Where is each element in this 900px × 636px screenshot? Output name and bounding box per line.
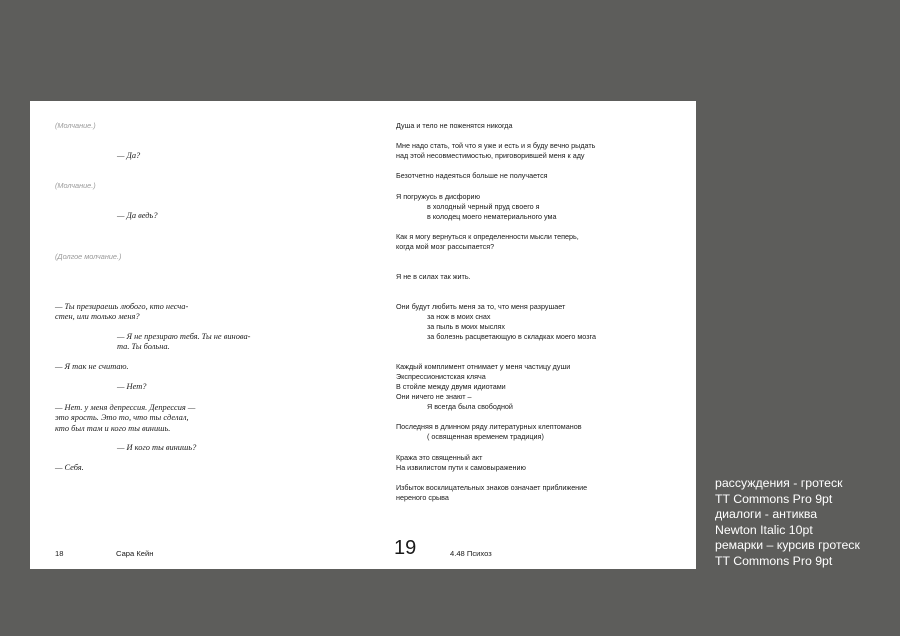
legend-line: Newton Italic 10pt: [715, 522, 813, 537]
dialog-line: — Я не презираю тебя. Ты не винова-: [117, 332, 251, 341]
prose-paragraph: [396, 232, 579, 252]
book-spread: [30, 101, 696, 569]
dialog-line: — Нет. у меня депрессия. Депрессия —: [55, 403, 196, 412]
dialog-line: кто был там и кого ты винишь.: [55, 423, 171, 433]
dialog-line: стен, или только меня?: [55, 312, 140, 322]
prose-line: Они ничего не знают –: [396, 392, 472, 402]
legend-line: диалоги - антиква: [715, 507, 818, 522]
prose-paragraph: [396, 302, 596, 342]
dialog-line: та. Ты больна.: [117, 342, 170, 352]
prose-line: Безотчетно надеяться больше не получается: [396, 171, 548, 180]
prose-line: Они будут любить меня за то, что меня разрушает: [396, 302, 566, 311]
stage-remark: (Молчание.): [55, 181, 96, 190]
dialog-block: [55, 403, 195, 434]
dialog-line: — Себя.: [55, 463, 84, 472]
prose-line: ( освященная временем традиция): [427, 432, 544, 442]
prose-line: Каждый комплимент отнимает у меня частицу души: [396, 362, 571, 371]
dialog-line: это ярость. Это то, что ты сделал,: [55, 413, 189, 423]
page-number-left: 18: [55, 549, 64, 558]
prose-line: Я всегда была свободной: [427, 402, 513, 412]
typography-legend: [715, 476, 860, 570]
prose-line: Я погружусь в дисфорию: [396, 192, 480, 201]
dialog-block: [55, 302, 188, 323]
page-number-right: 19: [394, 537, 417, 559]
prose-paragraph: [396, 453, 526, 473]
prose-line: за нож в моих снах: [427, 312, 491, 322]
dialog-block: [117, 332, 250, 353]
dialog-line: — Да ведь?: [117, 211, 158, 220]
prose-line: когда мой мозг рассыпается?: [396, 242, 495, 252]
prose-paragraph: [396, 141, 595, 161]
legend-line: ремарки – курсив гротеск: [715, 538, 860, 553]
dialog-line: — Да?: [117, 151, 141, 160]
prose-line: нерeного срыва: [396, 493, 449, 503]
prose-line: за пыль в моих мыслях: [427, 322, 506, 332]
prose-line: Экспрессионистская кляча: [396, 372, 486, 382]
prose-paragraph: [396, 192, 556, 222]
legend-line: TT Commons Pro 9pt: [715, 491, 833, 506]
dialog-line: — И кого ты винишь?: [117, 443, 197, 452]
prose-line: за болезнь расцветающую в складках моего мозга: [427, 332, 596, 342]
prose-line: Последняя в длинном ряду литературных клептоманов: [396, 422, 582, 431]
prose-line: В стойле между двумя идиотами: [396, 382, 506, 392]
running-author: Сара Кейн: [116, 549, 154, 558]
prose-line: Душа и тело не поженятся никогда: [396, 121, 513, 130]
prose-line: в холодный черный пруд своего я: [427, 202, 540, 212]
prose-line: Мне надо стать, той что я уже и есть и я буду вечно рыдать: [396, 141, 596, 150]
prose-line: На извилистом пути к самовыражению: [396, 463, 526, 473]
prose-line: над этой несовместимостью, приговорившей меня к аду: [396, 151, 585, 161]
stage-remark: (Молчание.): [55, 121, 96, 130]
prose-line: Избыток восклицательных знаков означает приближение: [396, 483, 588, 492]
stage-remark: (Долгое молчание.): [55, 252, 122, 261]
legend-line: рассуждения - гротеск: [715, 476, 843, 490]
dialog-line: — Я так не считаю.: [55, 362, 129, 371]
prose-paragraph: [396, 422, 582, 442]
prose-line: в колодец моего нематериального ума: [427, 212, 557, 222]
prose-paragraph: [396, 483, 587, 503]
prose-line: Я не в силах так жить.: [396, 272, 471, 281]
prose-line: Кража это священный акт: [396, 453, 483, 462]
running-title: 4.48 Психоз: [450, 549, 492, 558]
dialog-line: — Ты презираешь любого, кто несча-: [55, 302, 189, 311]
legend-line: TT Commons Pro 9pt: [715, 553, 833, 568]
dialog-line: — Нет?: [117, 382, 147, 391]
prose-paragraph: [396, 362, 570, 412]
prose-line: Как я могу вернуться к определенности мысли теперь,: [396, 232, 579, 241]
